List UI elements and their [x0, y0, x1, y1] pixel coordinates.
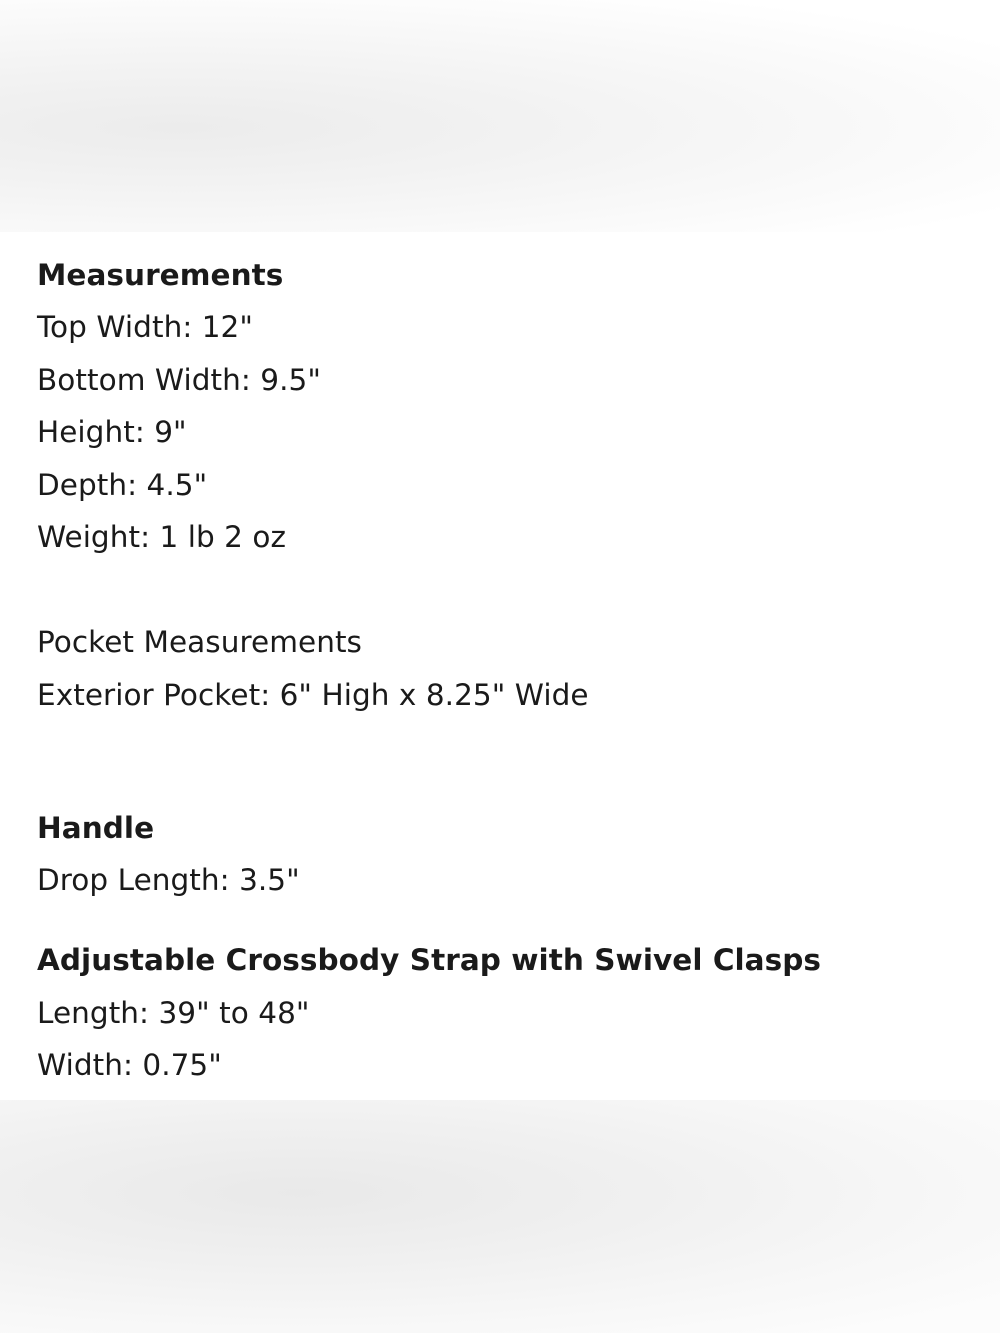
product-specs — [0, 232, 1000, 1100]
measurements-heading: Measurements — [37, 258, 284, 292]
top-width: Top Width: 12" — [37, 310, 253, 344]
strap-length: Length: 39" to 48" — [37, 996, 310, 1030]
handle-heading: Handle — [37, 811, 155, 845]
top-background-fade — [0, 0, 1000, 232]
depth: Depth: 4.5" — [37, 468, 208, 502]
strap-width: Width: 0.75" — [37, 1048, 222, 1082]
bottom-background-fade — [0, 1100, 1000, 1333]
weight: Weight: 1 lb 2 oz — [37, 520, 287, 554]
bottom-width: Bottom Width: 9.5" — [37, 363, 321, 397]
exterior-pocket: Exterior Pocket: 6" High x 8.25" Wide — [37, 678, 589, 712]
pocket-measurements-heading: Pocket Measurements — [37, 625, 362, 659]
strap-heading: Adjustable Crossbody Strap with Swivel Clasps — [37, 943, 822, 977]
drop-length: Drop Length: 3.5" — [37, 863, 300, 897]
height: Height: 9" — [37, 415, 187, 449]
